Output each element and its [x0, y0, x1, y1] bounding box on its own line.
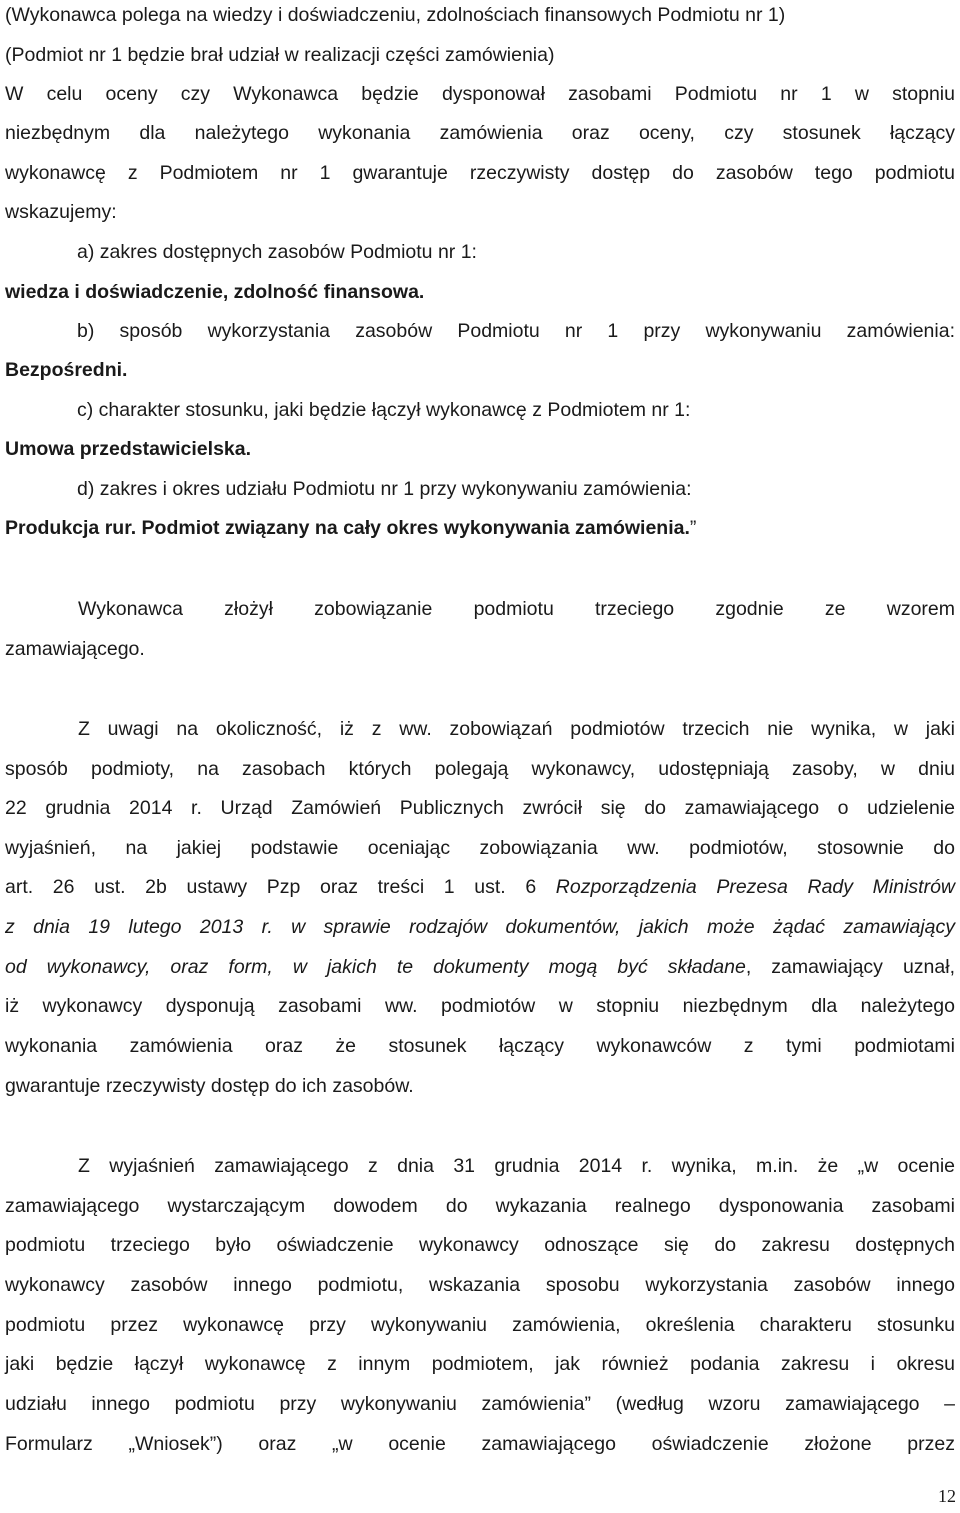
text-line: [5, 121, 955, 145]
text-segment: a) zakres dostępnych zasobów Podmiotu nr 1:: [77, 241, 477, 263]
page-number: 12: [938, 1486, 956, 1506]
text-segment: Rozporządzenia Prezesa Rady Ministrów: [555, 876, 955, 898]
text-line: [5, 915, 955, 939]
text-line: [78, 597, 955, 621]
text-line: [5, 836, 955, 860]
text-line: [5, 637, 955, 661]
text-segment: (Wykonawca polega na wiedzy i doświadczeniu, zdolnościach finansowych Podmiotu nr 1): [5, 4, 786, 26]
text-line: [5, 1352, 955, 1376]
text-segment: podmiotu przez wykonawcę przy wykonywaniu zamówienia, określenia charakteru stosunku: [5, 1314, 955, 1336]
text-line: [5, 1034, 955, 1058]
text-segment: wykonawcy zasobów innego podmiotu, wskazania sposobu wykorzystania zasobów innego: [5, 1274, 955, 1296]
text-segment: od wykonawcy, oraz form, w jakich te dokumenty mogą być składane: [5, 956, 746, 978]
text-segment: (Podmiot nr 1 będzie brał udział w realizacji części zamówienia): [5, 44, 555, 66]
text-line: [5, 3, 955, 27]
text-segment: art. 26 ust. 2b ustawy Pzp oraz treści 1 ust. 6: [5, 876, 556, 898]
text-segment: podmiotu trzeciego było oświadczenie wykonawcy odnoszące się do zakresu dostępnych: [5, 1234, 955, 1256]
text-line: [5, 437, 955, 461]
text-segment: b) sposób wykorzystania zasobów Podmiotu nr 1 przy wykonywaniu zamówienia:: [77, 320, 955, 342]
text-segment: z dnia 19 lutego 2013 r.: [5, 916, 273, 938]
text-line: [5, 757, 955, 781]
text-segment: w sprawie rodzajów dokumentów, jakich może żądać zamawiający: [291, 916, 955, 938]
text-segment: 22 grudnia 2014 r. Urząd Zamówień Publicznych zwrócił się do zamawiającego o udzielenie: [5, 797, 955, 819]
text-line: [78, 1154, 955, 1178]
text-line: [5, 994, 955, 1018]
text-segment: zamawiającego wystarczającym dowodem do wykazania realnego dysponowania zasobami: [5, 1195, 955, 1217]
text-segment: Z uwagi na okoliczność, iż z ww. zobowiązań podmiotów trzecich nie wynika, w jaki: [78, 718, 955, 740]
text-line: [5, 161, 955, 185]
text-segment: wykonawcę z Podmiotem nr 1 gwarantuje rzeczywisty dostęp do zasobów tego podmiotu: [5, 162, 955, 184]
text-segment: wykonania zamówienia oraz że stosunek łączący wykonawców z tymi podmiotami: [5, 1035, 955, 1057]
text-segment: wiedza i doświadczenie, zdolność finansowa.: [5, 281, 425, 303]
text-segment: ”: [689, 517, 697, 539]
text-line: [5, 1194, 955, 1218]
text-line: [77, 477, 955, 501]
text-line: [5, 1273, 955, 1297]
text-segment: Produkcja rur. Podmiot związany na cały okres wykonywania zamówienia.: [5, 517, 690, 539]
text-line: [5, 875, 955, 899]
text-line: [5, 516, 955, 540]
text-segment: d) zakres i okres udziału Podmiotu nr 1 przy wykonywaniu zamówienia:: [77, 478, 692, 500]
text-line: [5, 955, 955, 979]
text-segment: c) charakter stosunku, jaki będzie łączył wykonawcę z Podmiotem nr 1:: [77, 399, 691, 421]
text-line: [5, 1432, 955, 1456]
text-segment: Wykonawca złożył zobowiązanie podmiotu trzeciego zgodnie ze wzorem: [78, 598, 955, 620]
text-segment: wyjaśnień, na jakiej podstawie oceniając zobowiązania ww. podmiotów, stosownie do: [5, 837, 955, 859]
text-line: [5, 1313, 955, 1337]
text-line: [77, 319, 955, 343]
text-segment: wskazujemy:: [5, 201, 117, 223]
text-segment: Formularz „Wniosek”) oraz „w ocenie zamawiającego oświadczenie złożone przez: [5, 1433, 955, 1455]
text-segment: jaki będzie łączył wykonawcę z innym podmiotem, jak również podania zakresu i okresu: [5, 1353, 955, 1375]
text-segment: sposób podmioty, na zasobach których polegają wykonawcy, udostępniają zasoby, w dniu: [5, 758, 955, 780]
text-segment: Bezpośredni.: [5, 359, 128, 381]
text-segment: Z wyjaśnień zamawiającego z dnia 31 grudnia 2014 r. wynika, m.in. że „w ocenie: [78, 1155, 955, 1177]
text-line: [5, 796, 955, 820]
text-segment: udziału innego podmiotu przy wykonywaniu zamówienia” (według wzoru zamawiającego –: [5, 1393, 955, 1415]
text-segment: , zamawiający uznał,: [745, 956, 955, 978]
text-line: [5, 200, 955, 224]
text-segment: gwarantuje rzeczywisty dostęp do ich zasobów.: [5, 1075, 414, 1097]
text-segment: zamawiającego.: [5, 638, 145, 660]
text-line: [5, 82, 955, 106]
text-segment: Umowa przedstawicielska.: [5, 438, 252, 460]
text-line: [5, 1392, 955, 1416]
text-line: [5, 358, 955, 382]
text-line: [77, 398, 955, 422]
text-segment: niezbędnym dla należytego wykonania zamówienia oraz oceny, czy stosunek łączący: [5, 122, 955, 144]
text-line: [5, 280, 955, 304]
text-line: [77, 240, 955, 264]
text-line: [5, 43, 955, 67]
text-line: [5, 1233, 955, 1257]
text-segment: iż wykonawcy dysponują zasobami ww. podmiotów w stopniu niezbędnym dla należytego: [5, 995, 955, 1017]
text-segment: W celu oceny czy Wykonawca będzie dysponował zasobami Podmiotu nr 1 w stopniu: [5, 83, 955, 105]
text-line: [78, 717, 955, 741]
text-line: [5, 1074, 955, 1098]
text-segment: [273, 916, 291, 938]
